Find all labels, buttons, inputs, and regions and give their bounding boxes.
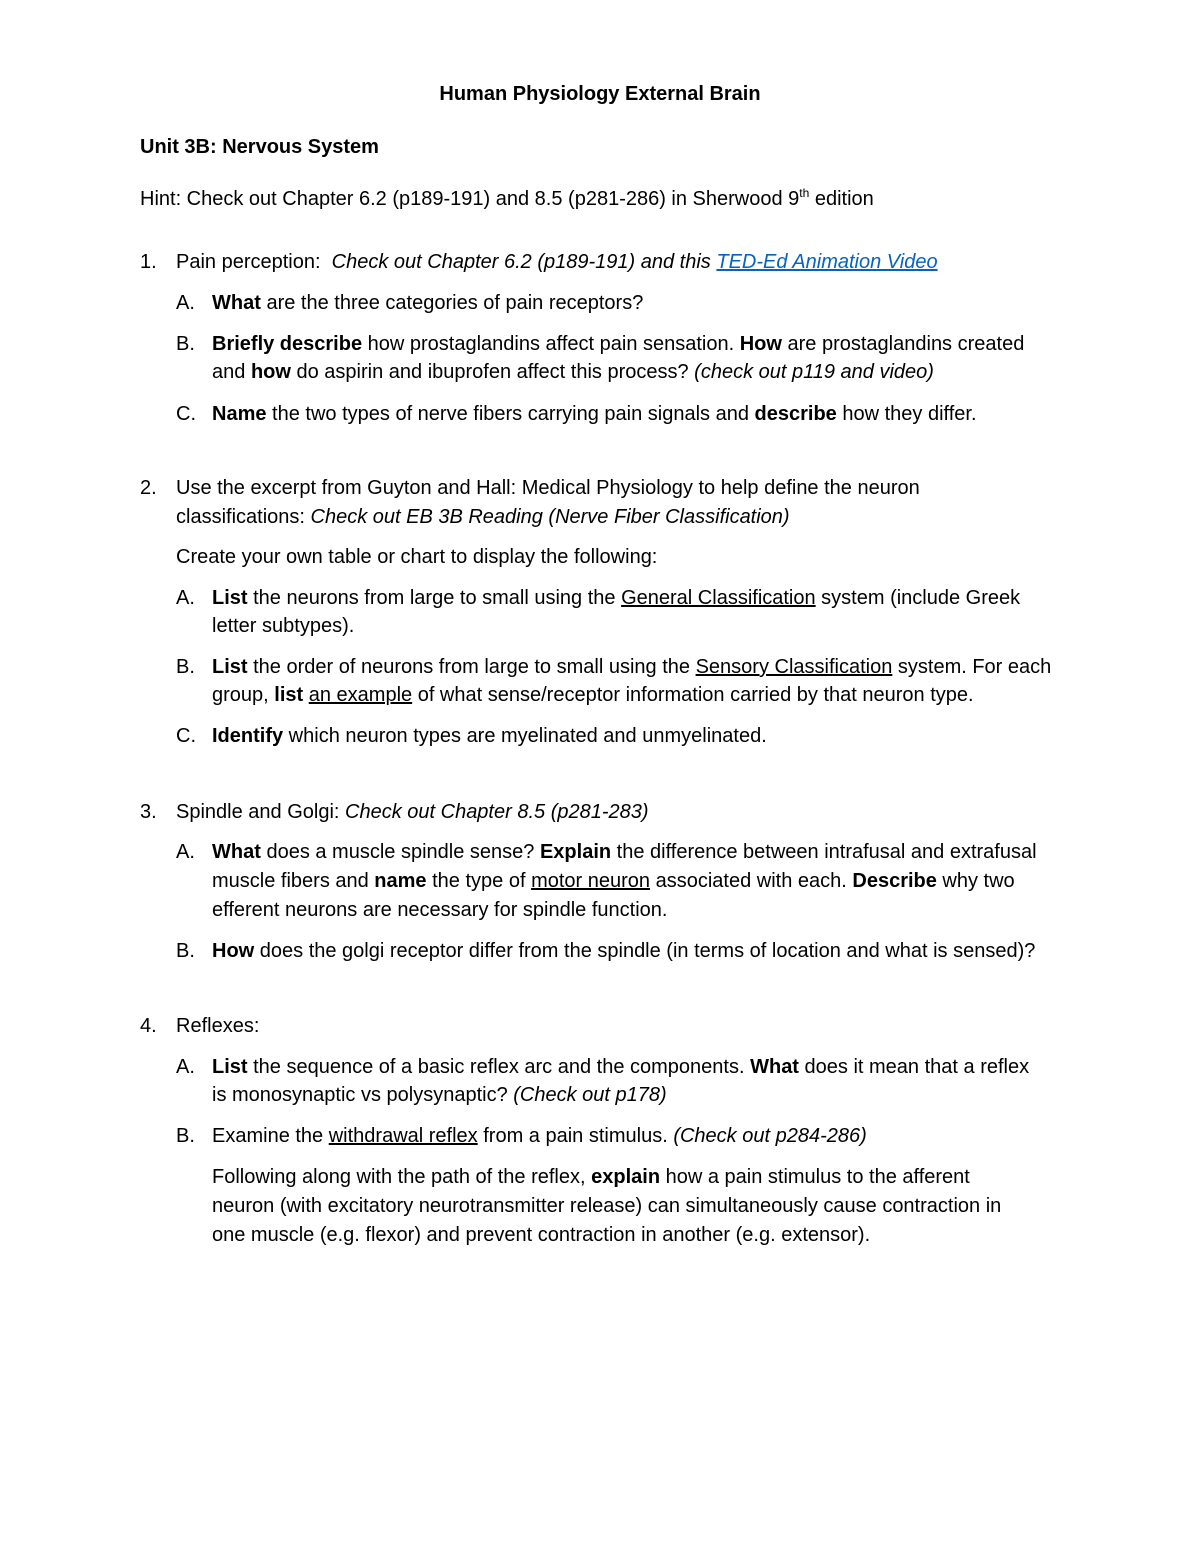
q4-a-text-line1: List the sequence of a basic reflex arc and the components. What does it mean that a reflex [212, 1056, 1030, 1078]
question-1-number: 1. [140, 251, 157, 273]
q2-c-letter: C. [176, 725, 196, 747]
q4-a-letter: A. [176, 1056, 195, 1078]
q4-b-paragraph-line3: one muscle (e.g. flexor) and prevent contraction in another (e.g. extensor). [212, 1224, 871, 1246]
q2-c-text: Identify which neuron types are myelinated and unmyelinated. [212, 725, 767, 747]
q2-b-text-line2: group, list an example of what sense/receptor information carried by that neuron type. [212, 684, 974, 706]
question-2-line2: classifications: Check out EB 3B Reading (Nerve Fiber Classification) [176, 506, 790, 528]
q3-a-text-line2: muscle fibers and name the type of motor neuron associated with each. Describe why two [212, 870, 1015, 892]
question-3-number: 3. [140, 801, 157, 823]
q2-b-text-line1: List the order of neurons from large to small using the Sensory Classification system. For each [212, 656, 1052, 678]
q2-a-letter: A. [176, 587, 195, 609]
q1-b-text-line2: and how do aspirin and ibuprofen affect this process? (check out p119 and video) [212, 361, 934, 383]
q4-b-paragraph-line1: Following along with the path of the reflex, explain how a pain stimulus to the afferent [212, 1166, 970, 1188]
q1-a-letter: A. [176, 292, 195, 314]
q2-a-text-line2: letter subtypes). [212, 615, 355, 637]
hint-line: Hint: Check out Chapter 6.2 (p189-191) and 8.5 (p281-286) in Sherwood 9th edition [140, 186, 874, 210]
q4-b-paragraph-line2: neuron (with excitatory neurotransmitter release) can simultaneously cause contraction in [212, 1195, 1002, 1217]
q4-b-text: Examine the withdrawal reflex from a pain stimulus. (Check out p284-286) [212, 1125, 867, 1147]
ted-ed-video-link[interactable]: TED-Ed Animation Video [716, 251, 938, 273]
question-2-instruction: Create your own table or chart to display the following: [176, 546, 658, 568]
q3-b-letter: B. [176, 940, 195, 962]
q3-a-text-line1: What does a muscle spindle sense? Explain the difference between intrafusal and extrafusal [212, 841, 1037, 863]
q1-a-text: What are the three categories of pain receptors? [212, 292, 644, 314]
q1-b-text-line1: Briefly describe how prostaglandins affect pain sensation. How are prostaglandins created [212, 333, 1025, 355]
q4-b-letter: B. [176, 1125, 195, 1147]
q3-b-text: How does the golgi receptor differ from the spindle (in terms of location and what is sensed)? [212, 940, 1036, 962]
question-2-number: 2. [140, 477, 157, 499]
question-1-heading: Pain perception: Check out Chapter 6.2 (p189-191) and this TED-Ed Animation Video [176, 251, 938, 273]
q3-a-text-line3: efferent neurons are necessary for spindle function. [212, 899, 668, 921]
page-title: Human Physiology External Brain [439, 83, 761, 105]
q1-b-letter: B. [176, 333, 195, 355]
q3-a-letter: A. [176, 841, 195, 863]
q2-a-text-line1: List the neurons from large to small using the General Classification system (include Greek [212, 587, 1021, 609]
q4-a-text-line2: is monosynaptic vs polysynaptic? (Check out p178) [212, 1084, 667, 1106]
q2-b-letter: B. [176, 656, 195, 678]
question-2-line1: Use the excerpt from Guyton and Hall: Medical Physiology to help define the neuron [176, 477, 920, 499]
question-3-heading: Spindle and Golgi: Check out Chapter 8.5 (p281-283) [176, 801, 649, 823]
question-4-number: 4. [140, 1015, 157, 1037]
question-4-heading: Reflexes: [176, 1015, 260, 1037]
q1-c-text: Name the two types of nerve fibers carrying pain signals and describe how they differ. [212, 403, 977, 425]
unit-heading: Unit 3B: Nervous System [140, 136, 379, 158]
q1-c-letter: C. [176, 403, 196, 425]
